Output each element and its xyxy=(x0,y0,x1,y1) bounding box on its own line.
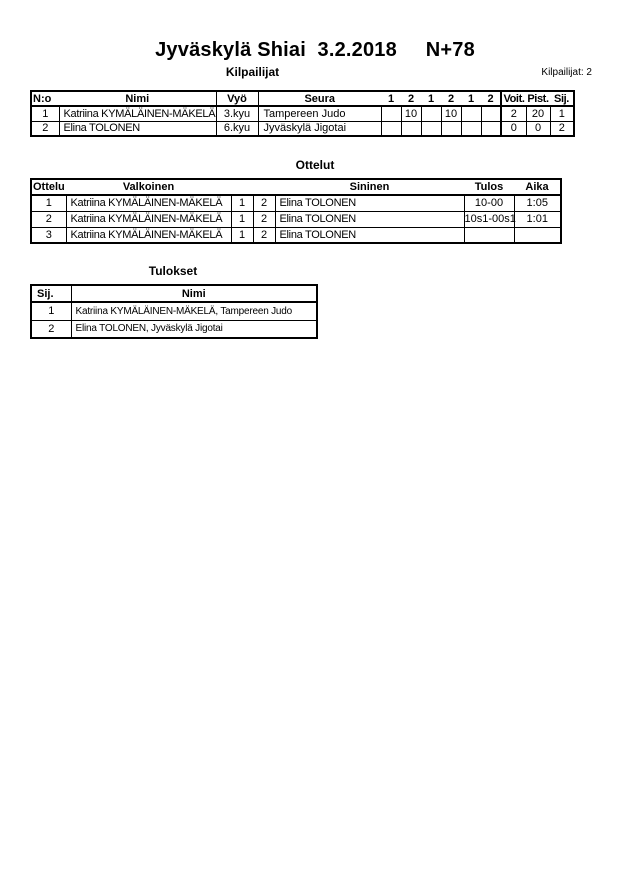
competitor-count-label: Kilpailijat: 2 xyxy=(541,67,592,78)
cell-score xyxy=(461,121,481,136)
cell-score xyxy=(441,121,461,136)
col-header-score1: 1 xyxy=(381,91,401,106)
tulokset-table xyxy=(30,284,318,339)
cell-score xyxy=(481,106,501,121)
tulokset-header-row xyxy=(31,285,317,302)
cell-score xyxy=(401,121,421,136)
col-header-no: N:o xyxy=(31,91,59,106)
cell-white-no: 1 xyxy=(231,195,253,211)
cell-seura: Jyväskylä Jigotai xyxy=(258,121,381,136)
cell-sininen: Elina TOLONEN xyxy=(275,211,464,227)
table-row xyxy=(31,106,574,121)
cell-score xyxy=(421,106,441,121)
kilpailijat-header-row xyxy=(31,91,574,106)
cell-tulos: 10s1-00s1 xyxy=(464,213,516,225)
cell-blue-no: 2 xyxy=(253,227,275,243)
col-header-aika: Aika xyxy=(514,179,561,195)
cell-no: 1 xyxy=(31,106,59,121)
col-header-pist: Pist. xyxy=(527,92,549,105)
cell-pist: 0 xyxy=(526,121,550,136)
cell-score xyxy=(421,121,441,136)
table-row xyxy=(31,121,574,136)
cell-pist: 20 xyxy=(526,106,550,121)
cell-seura: Tampereen Judo xyxy=(258,106,381,121)
cell-score: 10 xyxy=(441,106,461,121)
cell-valkoinen: Katriina KYMÄLÄINEN-MÄKELÄ xyxy=(66,195,231,211)
cell-sij: 1 xyxy=(31,302,71,320)
col-header-voit: Voit. xyxy=(501,91,526,106)
cell-score xyxy=(381,121,401,136)
cell-sij: 2 xyxy=(31,320,71,338)
cell-sininen: Elina TOLONEN xyxy=(275,227,464,243)
col-header-ottelu: Ottelu xyxy=(33,181,65,193)
col-header-score2: 2 xyxy=(401,91,421,106)
cell-nimi: Elina TOLONEN xyxy=(59,121,216,136)
cell-sij: 2 xyxy=(550,121,574,136)
col-header-seura: Seura xyxy=(258,91,381,106)
cell-score xyxy=(381,106,401,121)
col-header-sij: Sij. xyxy=(31,285,71,302)
col-header-score4: 2 xyxy=(441,91,461,106)
col-header-tulos: Tulos xyxy=(464,179,514,195)
table-row xyxy=(31,302,317,320)
col-header-nimi: Nimi xyxy=(71,285,317,302)
cell-nimi: Katriina KYMÄLÄINEN-MÄKELÄ xyxy=(59,106,216,121)
page-title: Jyväskylä Shiai 3.2.2018 N+78 xyxy=(155,39,475,61)
section-title-tulokset: Tulokset xyxy=(148,264,198,278)
cell-aika: 1:01 xyxy=(514,211,561,227)
col-header-sininen: Sininen xyxy=(275,179,464,195)
cell-no: 2 xyxy=(31,121,59,136)
ottelut-table xyxy=(30,178,562,244)
cell-tulos: 10-00 xyxy=(464,195,514,211)
cell-blue-no: 2 xyxy=(253,211,275,227)
table-row xyxy=(31,211,561,227)
col-header-nimi: Nimi xyxy=(59,91,216,106)
cell-aika: 1:05 xyxy=(514,195,561,211)
cell-valkoinen: Katriina KYMÄLÄINEN-MÄKELÄ xyxy=(66,211,231,227)
cell-ottelu: 2 xyxy=(31,211,66,227)
col-header-sij: Sij. xyxy=(550,91,574,106)
col-header-blank xyxy=(231,179,253,195)
col-header-score6: 2 xyxy=(481,91,501,106)
table-row xyxy=(31,320,317,338)
cell-tulos xyxy=(464,227,514,243)
table-row xyxy=(31,195,561,211)
kilpailijat-table xyxy=(30,90,575,137)
cell-vyo: 6.kyu xyxy=(216,121,258,136)
cell-blue-no: 2 xyxy=(253,195,275,211)
col-header-valkoinen: Valkoinen xyxy=(66,179,231,195)
ottelut-header-row xyxy=(31,179,561,195)
section-title-ottelut: Ottelut xyxy=(295,158,335,172)
cell-score: 10 xyxy=(401,106,421,121)
col-header-vyo: Vyö xyxy=(216,91,258,106)
cell-valkoinen: Katriina KYMÄLÄINEN-MÄKELÄ xyxy=(66,227,231,243)
col-header-score3: 1 xyxy=(421,91,441,106)
cell-sininen: Elina TOLONEN xyxy=(275,195,464,211)
cell-white-no: 1 xyxy=(231,227,253,243)
cell-score xyxy=(481,121,501,136)
cell-score xyxy=(461,106,481,121)
cell-nimi: Katriina KYMÄLÄINEN-MÄKELÄ, Tampereen Judo xyxy=(71,302,317,320)
cell-vyo: 3.kyu xyxy=(216,106,258,121)
cell-aika xyxy=(514,227,561,243)
cell-sij: 1 xyxy=(550,106,574,121)
col-header-score5: 1 xyxy=(461,91,481,106)
cell-nimi: Elina TOLONEN, Jyväskylä Jigotai xyxy=(71,320,317,338)
cell-voit: 0 xyxy=(501,121,526,136)
col-header-blank xyxy=(253,179,275,195)
cell-voit: 2 xyxy=(501,106,526,121)
cell-white-no: 1 xyxy=(231,211,253,227)
cell-ottelu: 3 xyxy=(31,227,66,243)
cell-ottelu: 1 xyxy=(31,195,66,211)
table-row xyxy=(31,227,561,243)
section-title-kilpailijat: Kilpailijat xyxy=(225,65,280,79)
